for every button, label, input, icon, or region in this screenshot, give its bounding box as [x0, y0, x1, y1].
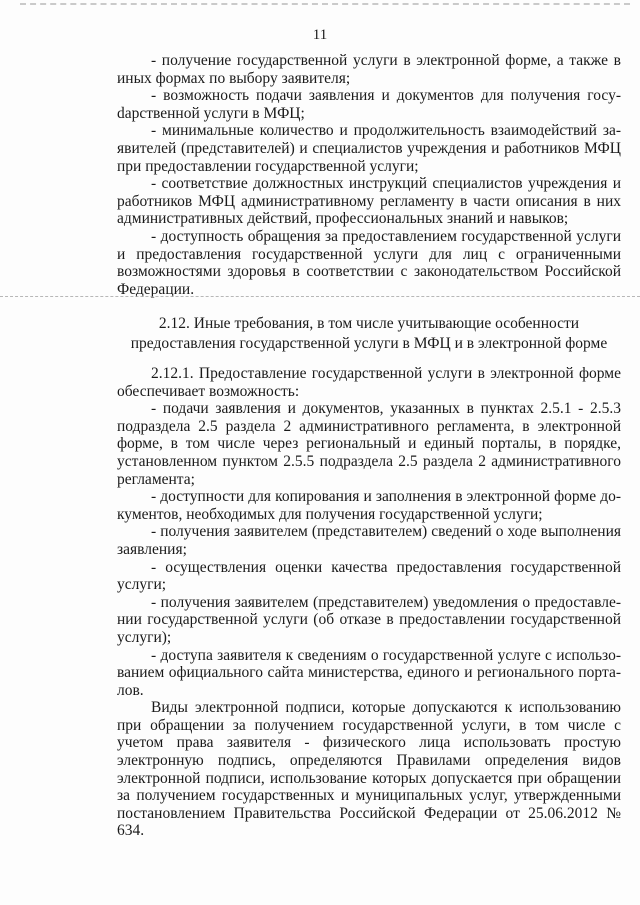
list-item: - получения заявителем (представителем) сведений о ходе выполнения заявления; — [117, 523, 621, 558]
list-item: - возможность подачи заявления и документов для получения госуdарственной услуги в МФЦ; — [117, 87, 621, 122]
signature-paragraph: Виды электронной подписи, которые допускаются к использованию при обращении за получением государственной услуги, в том числе с учетом права заявителя - физического лица использовать простую электронную подпись, определяются Правилами определения видов электронной подписи, использование которых допускается при обращении за получением государственных и муниципальных услуг, утвержденными постановлением Правительства Российской Федерации от 25.06.2012 № 634. — [117, 699, 621, 840]
list-item: - получение государственной услуги в электронной форме, а также в иных формах по выбору заявителя; — [117, 52, 621, 87]
list-item: - осуществления оценки качества предоставления государственной услуги; — [117, 558, 621, 594]
page-number: 11 — [312, 27, 328, 43]
list-item: - минимальные количество и продолжительность взаимодействий заявителей (представителей) и специалистов учреждения и работников МФЦ при предоставлении государственной услуги; — [117, 122, 621, 175]
electronic-form-section — [117, 365, 621, 840]
requirements-list — [117, 52, 621, 298]
scan-artifact-divider — [0, 296, 640, 297]
scan-artifact-top — [20, 3, 630, 5]
section-heading-line-2: предоставления государственной услуги в МФЦ и в электронной форме — [130, 335, 608, 352]
list-item: - доступность обращения за предоставлением государственной услуги и предоставления государственной услуги для лиц с ограниченными возможностями здоровья в соответствии с законодательством Российской Федерации. — [117, 227, 621, 298]
section-intro-paragraph: 2.12.1. Предоставление государственной услуги в электронной форме обеспечивает возможность: — [117, 365, 621, 400]
list-item: - соответствие должностных инструкций специалистов учреждения и работников МФЦ административному регламенту в части описания в них административных действий, профессиональных знаний и навыков; — [117, 175, 621, 228]
list-item: - доступности для копирования и заполнения в электронной форме документов, необходимых для получения государственной услуги; — [117, 488, 621, 523]
list-item: - доступа заявителя к сведениям о государственной услуге с использованием официального сайта министерства, единого и регионального порталов. — [117, 646, 621, 699]
list-item: - получения заявителем (представителем) уведомления о предоставлении государственной услуги (об отказе в предоставлении государственной услуги); — [117, 593, 621, 646]
section-heading — [117, 314, 621, 354]
section-heading-line-1: 2.12. Иные требования, в том числе учитывающие особенности — [158, 315, 580, 332]
list-item: - подачи заявления и документов, указанных в пунктах 2.5.1 - 2.5.3 подраздела 2.5 раздела 2 административного регламента, в электронной форме, в том числе через региональный и единый порталы, в порядке, установленном пунктом 2.5.5 подраздела 2.5 раздела 2 административного регламента; — [117, 400, 621, 488]
